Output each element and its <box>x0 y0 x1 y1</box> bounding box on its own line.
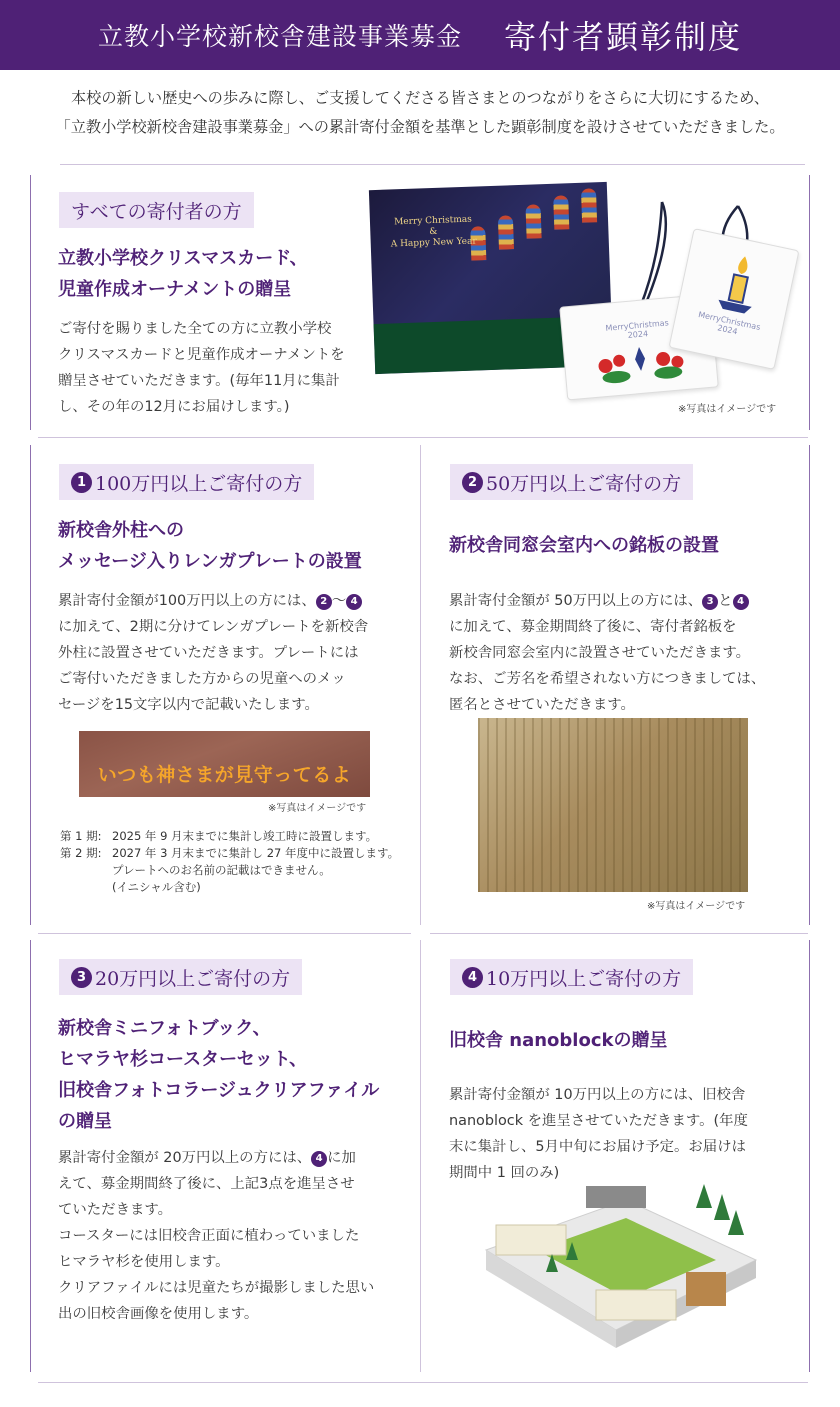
brick-plate-message: いつも神さまが見守ってるよ <box>97 764 352 786</box>
schedule-row <box>60 845 410 862</box>
heading-tier-2: 新校舎同窓会室内への銘板の設置 <box>449 535 719 556</box>
tag-all-donors <box>59 192 254 228</box>
schedule-extra-note: プレートへのお名前の記載はできません。 (イニシャル含む) <box>112 863 331 894</box>
divider-1 <box>38 437 808 438</box>
ref-tier-3-badge: 3 <box>702 594 718 610</box>
heading-tier-3: 新校舎ミニフォトブック、 ヒマラヤ杉コースターセット、 旧校舎フォトコラージュクリアファイル の贈呈 <box>58 1018 380 1132</box>
tag-tier-3-label: 20万円以上ご寄付の方 <box>95 967 291 990</box>
tag-tier-3 <box>59 959 302 995</box>
header-title-program: 寄付者顕彰制度 <box>504 18 743 56</box>
tier-1-number-badge: 1 <box>71 472 92 493</box>
page-header <box>0 0 840 70</box>
stained-glass-window <box>498 215 514 250</box>
divider-top <box>60 164 805 165</box>
body-tier-3-b: に加 えて、募金期間終了後に、上記3点を進呈させ ていただきます。 コースターには旧校舎正面に植わっていました ヒマラヤ杉を使用します。 クリアファイルには児童たちが撮影しました思い 出の旧校舎画像を使用します。 <box>58 1150 375 1322</box>
tag-tier-4 <box>450 959 693 995</box>
frame-right-2 <box>809 445 810 925</box>
ref-tier-4-badge: 4 <box>733 594 749 610</box>
heading-tier-1: 新校舎外柱への メッセージ入りレンガプレートの設置 <box>58 520 362 572</box>
installation-schedule <box>60 828 410 896</box>
ornament-b-text: MerryChristmas 2024 <box>697 310 762 337</box>
stained-glass-window <box>525 204 541 239</box>
tier-2-number-badge: 2 <box>462 472 483 493</box>
divider-2b <box>430 933 808 934</box>
frame-mid-3 <box>420 940 421 1372</box>
tag-tier-1 <box>59 464 314 500</box>
stained-glass-window <box>553 195 569 230</box>
divider-bottom <box>38 1382 808 1383</box>
body-tier-1-b: に加えて、2期に分けてレンガプレートを新校舎 外柱に設置させていただきます。プレートには ご寄付いただきました方からの児童へのメッ セージを15文字以内で記載いたします。 <box>58 619 369 713</box>
header-title-campaign: 立教小学校新校舎建設事業募金 <box>97 22 462 51</box>
schedule-label: 第 1 期: <box>60 829 102 843</box>
body-all-donors: ご寄付を賜りました全ての方に立教小学校 クリスマスカードと児童作成オーナメントを 贈呈させていただきます。(毎年11月に集計 し、その年の12月にお届けします。) <box>58 321 345 415</box>
donor-plaque-image <box>478 718 748 892</box>
heading-tier-4: 旧校舎 nanoblockの贈呈 <box>449 1030 668 1051</box>
frame-right-3 <box>809 940 810 1372</box>
nanoblock-school-image <box>476 1180 761 1350</box>
frame-right-1 <box>809 175 810 430</box>
body-tier-2-a: 累計寄付金額が 50万円以上の方には、 <box>449 593 703 609</box>
intro-line-1: 本校の新しい歴史への歩みに際し、ご支援してくださる皆さまとのつながりをさらに大切にするため、 <box>70 89 770 107</box>
image-caption-plaque: ※写真はイメージです <box>647 901 746 912</box>
body-tier-3 <box>58 1145 403 1327</box>
tier-4-number-badge: 4 <box>462 967 483 988</box>
heading-all-donors: 立教小学校クリスマスカード、 児童作成オーナメントの贈呈 <box>58 248 308 300</box>
brick-plate-image <box>79 731 370 797</box>
image-caption-christmas: ※写真はイメージです <box>678 404 777 415</box>
tag-tier-1-label: 100万円以上ご寄付の方 <box>95 472 303 495</box>
body-tier-4: 累計寄付金額が 10万円以上の方には、旧校舎 nanoblock を進呈させていただきます。(年度 末に集計し、5月中旬にお届け予定。お届けは 期間中 1 回のみ) <box>449 1087 748 1181</box>
frame-left-3 <box>30 940 31 1372</box>
tag-tier-4-label: 10万円以上ご寄付の方 <box>486 967 682 990</box>
divider-2a <box>38 933 411 934</box>
frame-left-2 <box>30 445 31 925</box>
range-sep: 〜 <box>331 593 347 609</box>
tag-tier-2 <box>450 464 693 500</box>
frame-mid-2 <box>420 445 421 925</box>
body-tier-1 <box>58 588 398 718</box>
schedule-text: 2027 年 3 月末までに集計し 27 年度中に設置します。 <box>112 846 400 860</box>
tag-all-donors-label: すべての寄付者の方 <box>71 200 242 223</box>
stained-glass-window <box>581 188 597 223</box>
schedule-label: 第 2 期: <box>60 846 102 860</box>
ornament-candle-image <box>668 228 799 370</box>
intro-line-2: 「立教小学校新校舎建設事業募金」への累計寄付金額を基準とした顕彰制度を設けさせていただきました。 <box>55 118 785 136</box>
tag-tier-2-label: 50万円以上ご寄付の方 <box>486 472 682 495</box>
card-greeting: Merry Christmas & A Happy New Year <box>390 214 477 250</box>
body-tier-2 <box>449 588 799 718</box>
ref-tier-4-badge: 4 <box>311 1151 327 1167</box>
tier-3-number-badge: 3 <box>71 967 92 988</box>
image-caption-brick: ※写真はイメージです <box>268 803 367 814</box>
schedule-row <box>60 828 410 845</box>
ornament-a-text: MerryChristmas 2024 <box>605 318 670 340</box>
body-tier-2-b: に加えて、募金期間終了後に、寄付者銘板を 新校舎同窓会室内に設置させていただきます。 なお、ご芳名を希望されない方につきましては、 匿名とさせていただきます。 <box>449 619 766 713</box>
body-tier-3-a: 累計寄付金額が 20万円以上の方には、 <box>58 1150 312 1166</box>
schedule-text: 2025 年 9 月末までに集計し竣工時に設置します。 <box>112 829 378 843</box>
candle-icon <box>709 249 770 318</box>
intro-text <box>0 84 840 142</box>
ref-tier-2-badge: 2 <box>316 594 332 610</box>
body-tier-1-a: 累計寄付金額が100万円以上の方には、 <box>58 593 316 609</box>
ref-tier-4-badge: 4 <box>346 594 362 610</box>
body-and: と <box>718 593 733 609</box>
frame-left-1 <box>30 175 31 430</box>
